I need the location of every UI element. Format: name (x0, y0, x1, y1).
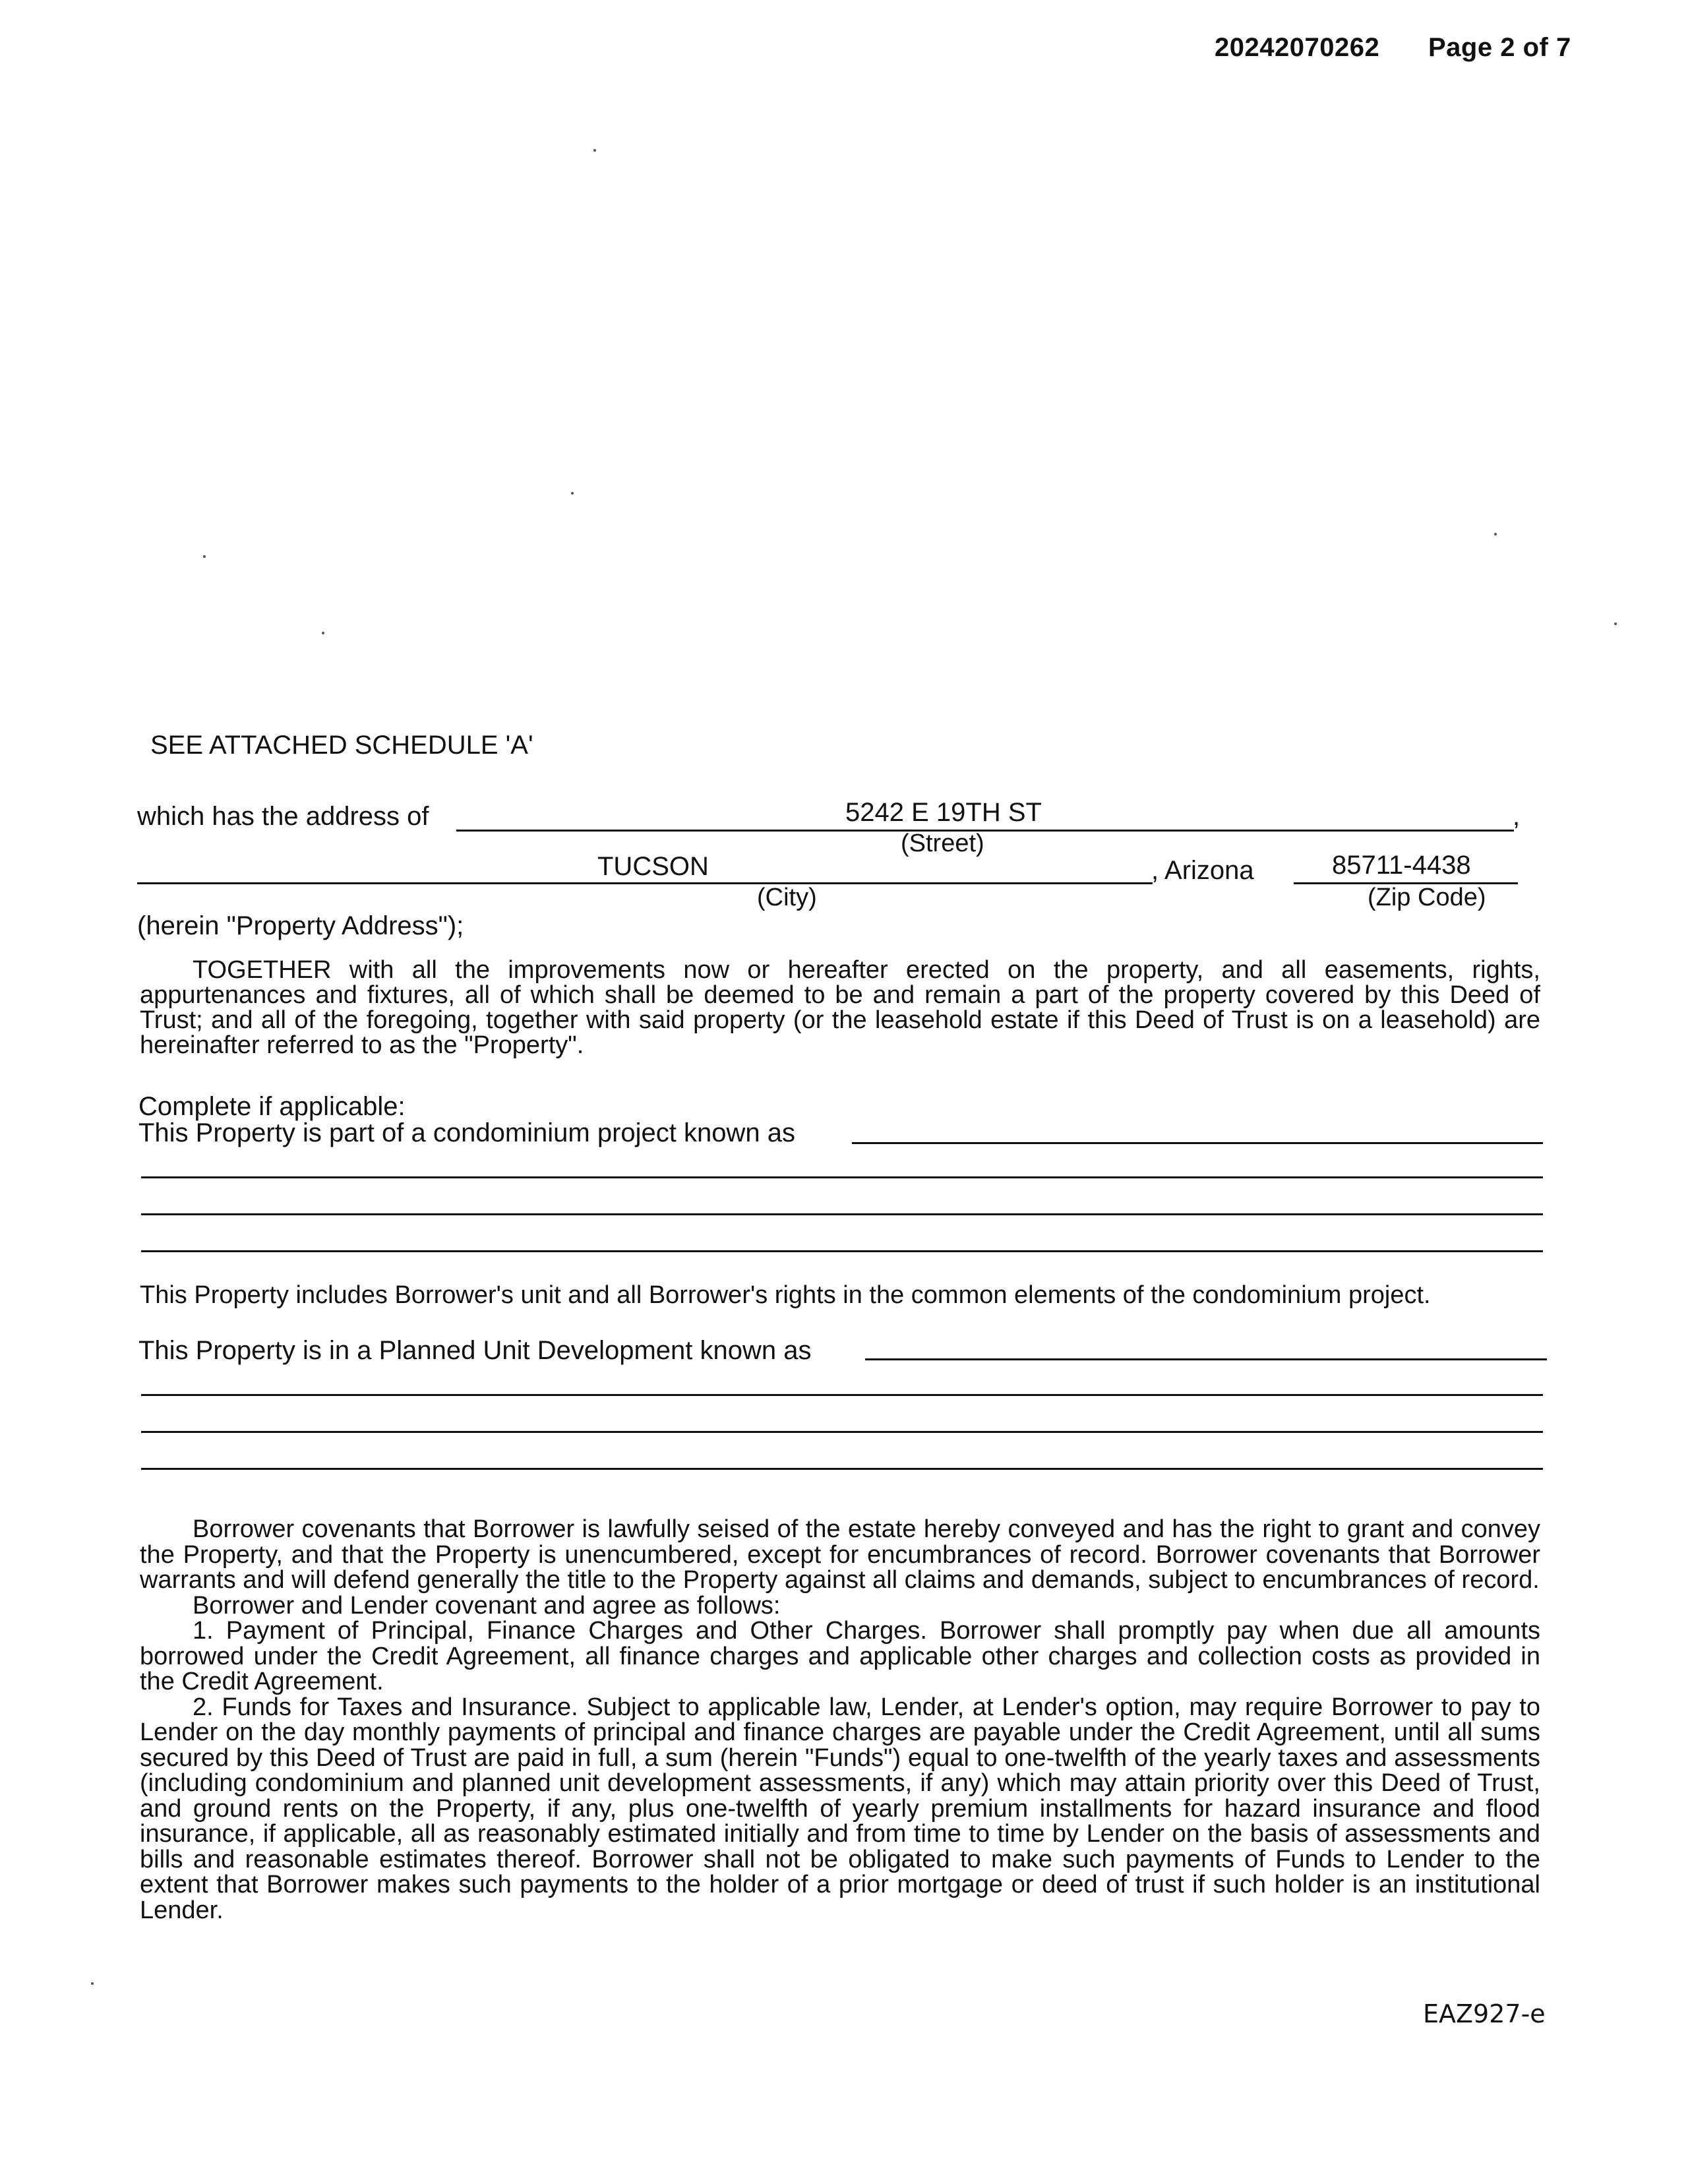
city-caption: (City) (757, 884, 817, 911)
pud-name-line-3 (141, 1431, 1543, 1433)
scan-speck (322, 632, 324, 634)
covenant-seised-paragraph: Borrower covenants that Borrower is lawfully seised of the estate hereby conveyed and has the right to grant and convey the Property, and that the Property is unencumbered, except for encumbrances of record. Borrower covenants that Borrower warrants and will defend generally the title to the Property against all claims and demands, subject to encumbrances of record. (140, 1515, 1540, 1594)
property-address-herein: (herein "Property Address"); (137, 911, 464, 940)
covenants-section (140, 1517, 1540, 1923)
condo-includes-paragraph (140, 1282, 1540, 1308)
state-label: , Arizona (1151, 856, 1254, 885)
zip-value: 85711-4438 (1332, 851, 1471, 880)
condo-name-line-2 (141, 1176, 1543, 1178)
document-number: 20242070262 (1215, 33, 1380, 62)
street-caption: (Street) (901, 830, 984, 857)
covenant-payment-paragraph: 1. Payment of Principal, Finance Charges and Other Charges. Borrower shall promptly pay when due all amounts borrowed under the Credit Agreement, all finance charges and applicable other charges and collection costs as provided in the Credit Agreement. (140, 1617, 1540, 1695)
pud-name-line-2 (141, 1394, 1543, 1396)
condo-name-line-4 (141, 1250, 1543, 1252)
page-indicator: Page 2 of 7 (1428, 33, 1571, 62)
city-line (137, 882, 1153, 884)
scan-speck (1614, 622, 1617, 625)
scan-speck (571, 492, 574, 495)
street-value: 5242 E 19TH ST (845, 798, 1042, 827)
street-line (456, 830, 1514, 832)
schedule-note: SEE ATTACHED SCHEDULE 'A' (150, 731, 533, 760)
scan-speck (1494, 533, 1497, 535)
form-code: EAZ927-e (1423, 1999, 1546, 2028)
pud-name-line-4 (141, 1468, 1543, 1470)
pud-known-as: This Property is in a Planned Unit Development known as (138, 1336, 812, 1365)
scan-speck (203, 555, 206, 558)
covenant-agree-paragraph: Borrower and Lender covenant and agree as follows: (193, 1591, 781, 1620)
together-paragraph (140, 957, 1540, 1058)
address-intro: which has the address of (137, 802, 429, 831)
complete-if-applicable: Complete if applicable: (138, 1092, 406, 1121)
zip-caption: (Zip Code) (1368, 884, 1486, 911)
condo-name-line-3 (141, 1213, 1543, 1215)
covenant-funds-paragraph: 2. Funds for Taxes and Insurance. Subject to applicable law, Lender, at Lender's option, may require Borrower to pay to Lender on the day monthly payments of principal and finance charges are payable under the Credit Agreement, until all sums secured by this Deed of Trust are paid in full, a sum (herein "Funds") equal to one-twelfth of the yearly taxes and assessments (including condominium and planned unit development assessments, if any) which may attain priority over this Deed of Trust, and ground rents on the Property, if any, plus one-twelfth of yearly premium installments for hazard insurance and flood insurance, if applicable, all as reasonably estimated initially and from time to time by Lender on the basis of assessments and bills and reasonable estimates thereof. Borrower shall not be obligated to make such payments of Funds to Lender to the extent that Borrower makes such payments to the holder of a prior mortgage or deed of trust if such holder is an institutional Lender. (140, 1693, 1540, 1924)
city-value: TUCSON (597, 852, 709, 881)
scan-speck (91, 1982, 94, 1985)
together-text: TOGETHER with all the improvements now or hereafter erected on the property, and all easements, rights, appurtenances and fixtures, all of which shall be deemed to be and remain a part of the property covered by this Deed of Trust; and all of the foregoing, together with said property (or the leasehold estate if this Deed of Trust is on a leasehold) are hereinafter referred to as the "Property". (140, 956, 1540, 1059)
condo-known-as: This Property is part of a condominium project known as (138, 1118, 795, 1147)
address-comma: , (1513, 802, 1521, 831)
condo-name-line-1 (852, 1142, 1543, 1144)
condo-includes-text: This Property includes Borrower's unit and all Borrower's rights in the common elements of the condominium project. (140, 1281, 1431, 1309)
scan-speck (593, 149, 596, 152)
pud-name-line-1 (865, 1358, 1547, 1360)
